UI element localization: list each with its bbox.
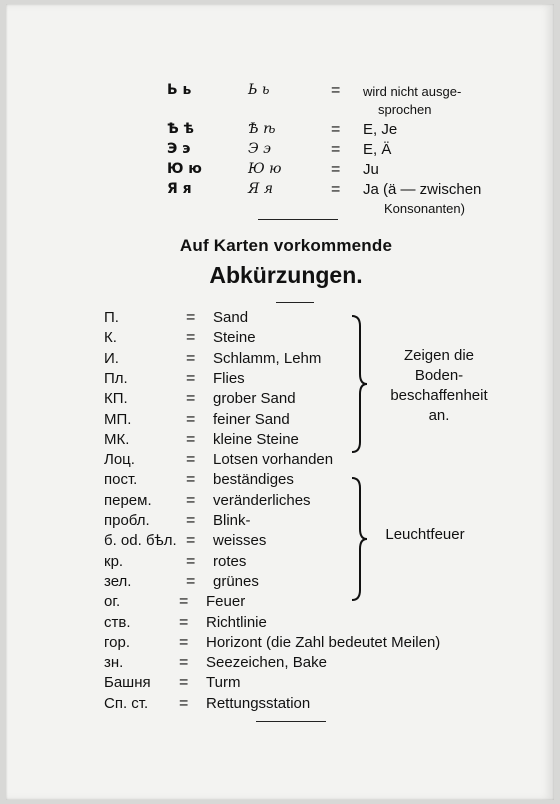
abbreviation-code: зн. <box>104 654 124 672</box>
letter-meaning-continued: Konsonanten) <box>384 201 465 216</box>
cyrillic-script-letter: Ѣ ѣ <box>248 121 276 137</box>
cyrillic-print-letter: Я я <box>167 181 192 197</box>
equals-sign: = <box>179 633 189 651</box>
cyrillic-print-letter: Ь ь <box>167 82 192 98</box>
abbreviation-row <box>6 431 554 451</box>
letter-meaning: E, Ä <box>363 141 392 158</box>
equals-sign: = <box>186 410 196 428</box>
letter-meaning-continued: sprochen <box>378 102 432 117</box>
alphabet-row <box>6 161 554 183</box>
abbreviation-code: пост. <box>104 471 138 489</box>
abbreviation-row <box>6 634 554 654</box>
equals-sign: = <box>331 121 341 138</box>
equals-sign: = <box>331 161 341 178</box>
abbreviation-code: И. <box>104 349 119 367</box>
letter-meaning: E, Je <box>363 121 398 138</box>
letter-meaning: Ju <box>363 161 379 178</box>
abbreviation-code: МК. <box>104 430 130 448</box>
abbreviation-code: КП. <box>104 390 128 408</box>
seabed-label-line: Zeigen die <box>403 347 475 364</box>
abbreviation-meaning: feiner Sand <box>213 410 290 428</box>
equals-sign: = <box>186 390 196 408</box>
abbreviation-row <box>6 451 554 471</box>
abbreviation-meaning: Schlamm, Lehm <box>213 349 322 367</box>
alphabet-row <box>6 141 554 163</box>
seabed-group-label <box>372 346 506 426</box>
alphabet-row <box>6 121 554 143</box>
letter-meaning: wird nicht ausge- <box>363 84 462 99</box>
abbreviation-code: Лоц. <box>104 451 135 469</box>
cyrillic-print-letter: Ю ю <box>167 161 202 177</box>
abbreviation-code: Пл. <box>104 369 128 387</box>
cyrillic-script-letter: Ю ю <box>248 161 282 177</box>
equals-sign: = <box>186 329 196 347</box>
abbreviation-meaning: grünes <box>213 572 259 590</box>
abbreviation-meaning: rotes <box>213 552 247 570</box>
abbreviation-meaning: Flies <box>213 369 245 387</box>
equals-sign: = <box>186 572 196 590</box>
alphabet-row <box>6 82 554 117</box>
cyrillic-script-letter: Ь ь <box>248 82 270 98</box>
abbreviation-code: К. <box>104 329 117 347</box>
section-heading: Auf Karten vorkommende <box>179 236 393 255</box>
section-divider <box>258 219 338 220</box>
abbreviation-row <box>6 471 554 491</box>
abbreviation-meaning: Richtlinie <box>206 613 267 631</box>
abbreviation-code: гор. <box>104 633 130 651</box>
abbreviation-code: пробл. <box>104 512 150 529</box>
title-divider <box>276 302 314 303</box>
abbreviation-meaning: kleine Steine <box>213 430 299 448</box>
abbreviation-code: Башня <box>104 674 151 692</box>
equals-sign: = <box>179 613 189 631</box>
equals-sign: = <box>186 309 196 326</box>
abbreviation-meaning: Sand <box>213 309 249 326</box>
lights-group-label <box>370 525 480 545</box>
abbreviation-meaning: Horizont (die Zahl bedeutet Meilen) <box>206 633 441 651</box>
abbreviation-meaning: Turm <box>206 674 241 692</box>
equals-sign: = <box>179 593 189 611</box>
abbreviation-meaning: Steine <box>213 329 256 347</box>
equals-sign: = <box>186 451 196 469</box>
equals-sign: = <box>186 532 196 550</box>
abbreviation-code: ств. <box>104 613 131 631</box>
lights-label-text: Leuchtfeuer <box>385 526 465 543</box>
equals-sign: = <box>186 471 196 489</box>
seabed-brace <box>350 314 370 454</box>
alphabet-row <box>6 181 554 216</box>
abbreviation-row <box>6 674 554 694</box>
cyrillic-print-letter: Э э <box>167 141 191 157</box>
abbreviation-row <box>6 553 554 573</box>
abbreviation-meaning: Rettungsstation <box>206 694 311 712</box>
abbreviation-code: ог. <box>104 593 121 611</box>
seabed-label-line: an. <box>428 407 450 424</box>
abbreviation-code: П. <box>104 309 119 326</box>
bottom-divider <box>256 721 326 722</box>
seabed-label-line: beschaffenheit <box>390 387 488 404</box>
abbreviation-row <box>6 573 554 593</box>
abbreviation-meaning: weisses <box>213 532 267 550</box>
abbreviation-row <box>6 614 554 634</box>
equals-sign: = <box>186 491 196 509</box>
abbreviation-row <box>6 593 554 613</box>
abbreviation-meaning: Seezeichen, Bake <box>206 654 327 672</box>
abbreviation-meaning: Blink- <box>213 512 251 529</box>
section-title: Abkürzungen. <box>209 262 363 288</box>
abbreviation-row <box>6 309 554 329</box>
equals-sign: = <box>186 512 196 529</box>
cyrillic-print-letter: Ѣ ѣ <box>167 121 194 137</box>
abbreviation-meaning: Feuer <box>206 593 246 611</box>
abbreviation-meaning: grober Sand <box>213 390 296 408</box>
equals-sign: = <box>179 654 189 672</box>
equals-sign: = <box>179 674 189 692</box>
abbreviation-code: Сп. ст. <box>104 694 149 712</box>
abbreviation-row <box>6 695 554 715</box>
equals-sign: = <box>186 369 196 387</box>
abbreviation-meaning: beständiges <box>213 471 294 489</box>
cyrillic-script-letter: Я я <box>248 181 274 197</box>
equals-sign: = <box>186 552 196 570</box>
seabed-label-line: Boden- <box>414 367 464 384</box>
cyrillic-script-letter: Э э <box>248 141 272 157</box>
abbreviation-code: МП. <box>104 410 132 428</box>
abbreviation-row <box>6 654 554 674</box>
equals-sign: = <box>331 141 341 158</box>
abbreviation-code: кр. <box>104 552 124 570</box>
equals-sign: = <box>179 694 189 712</box>
abbreviation-meaning: Lotsen vorhanden <box>213 451 334 469</box>
abbreviation-meaning: veränderliches <box>213 491 311 509</box>
equals-sign: = <box>331 82 341 99</box>
document-page <box>6 4 554 800</box>
lights-brace <box>350 476 370 602</box>
abbreviation-code: б. od. бѣл. <box>104 532 177 550</box>
letter-meaning: Ja (ä — zwischen <box>363 181 482 198</box>
equals-sign: = <box>331 181 341 198</box>
equals-sign: = <box>186 349 196 367</box>
abbreviation-row <box>6 492 554 512</box>
abbreviation-code: перем. <box>104 491 152 509</box>
abbreviation-code: зел. <box>104 572 132 590</box>
equals-sign: = <box>186 430 196 448</box>
